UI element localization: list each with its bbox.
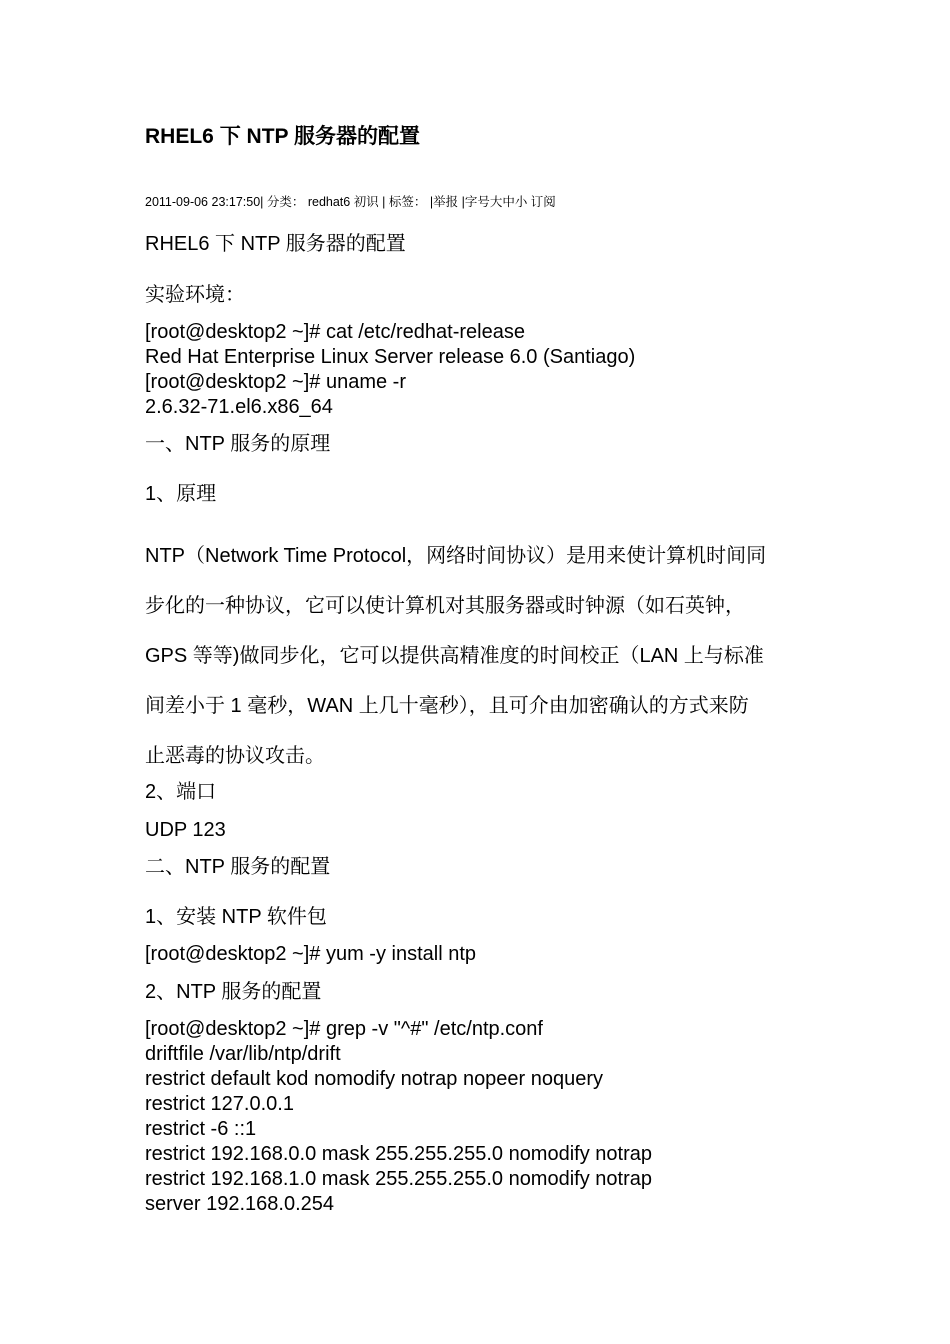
paragraph-line: 止恶毒的协议攻击。 <box>145 745 325 767</box>
env-code-line: 2.6.32-71.el6.x86_64 <box>145 396 333 418</box>
env-code-line: [root@desktop2 ~]# uname -r <box>145 371 406 393</box>
env-code-line: [root@desktop2 ~]# cat /etc/redhat-release <box>145 321 525 343</box>
config-code-line: restrict default kod nomodify notrap nopeer noquery <box>145 1068 604 1090</box>
section-heading-1: 一、NTP 服务的原理 <box>145 433 331 455</box>
paragraph-line: NTP（Network Time Protocol，网络时间协议）是用来使计算机时间同 <box>145 545 767 567</box>
env-heading: 实验环境： <box>145 284 245 306</box>
port-value: UDP 123 <box>145 819 226 841</box>
config-code-line: restrict 192.168.1.0 mask 255.255.255.0 nomodify notrap <box>145 1168 652 1190</box>
config-code-line: server 192.168.0.254 <box>145 1193 335 1215</box>
title-prefix: RHEL6 <box>145 125 214 148</box>
principle-paragraph <box>145 531 810 781</box>
subsection-config: 2、NTP 服务的配置 <box>145 981 322 1003</box>
subtitle: RHEL6 下 NTP 服务器的配置 <box>145 233 406 255</box>
post-meta: 2011-09-06 23:17:50| 分类： redhat6 初识 | 标签： |举报 |字号大中小 订阅 <box>145 195 556 209</box>
config-code-line: restrict 192.168.0.0 mask 255.255.255.0 nomodify notrap <box>145 1143 652 1165</box>
subsection-principle: 1、原理 <box>145 483 217 505</box>
config-code-line: restrict -6 ::1 <box>145 1118 257 1140</box>
paragraph-line: GPS 等等)做同步化，它可以提供高精准度的时间校正（LAN 上与标准 <box>145 645 764 667</box>
paragraph-line: 步化的一种协议，它可以使计算机对其服务器或时钟源（如石英钟， <box>145 595 745 617</box>
config-code-line: driftfile /var/lib/ntp/drift <box>145 1043 341 1065</box>
config-code-line: restrict 127.0.0.1 <box>145 1093 294 1115</box>
install-command: [root@desktop2 ~]# yum -y install ntp <box>145 943 477 965</box>
section-heading-2: 二、NTP 服务的配置 <box>145 856 331 878</box>
title-mid: 下 <box>213 125 247 148</box>
title-ntp: NTP <box>246 125 289 148</box>
env-code-line: Red Hat Enterprise Linux Server release 6.0 (Santiago) <box>145 346 636 368</box>
title-suffix: 服务器的配置 <box>288 125 420 148</box>
paragraph-line: 间差小于 1 毫秒，WAN 上几十毫秒），且可介由加密确认的方式来防 <box>145 695 749 717</box>
page-title <box>145 124 420 150</box>
subsection-install: 1、安装 NTP 软件包 <box>145 906 327 928</box>
config-code-line: [root@desktop2 ~]# grep -v "^#" /etc/ntp.conf <box>145 1018 543 1040</box>
subsection-port: 2、端口 <box>145 781 217 803</box>
